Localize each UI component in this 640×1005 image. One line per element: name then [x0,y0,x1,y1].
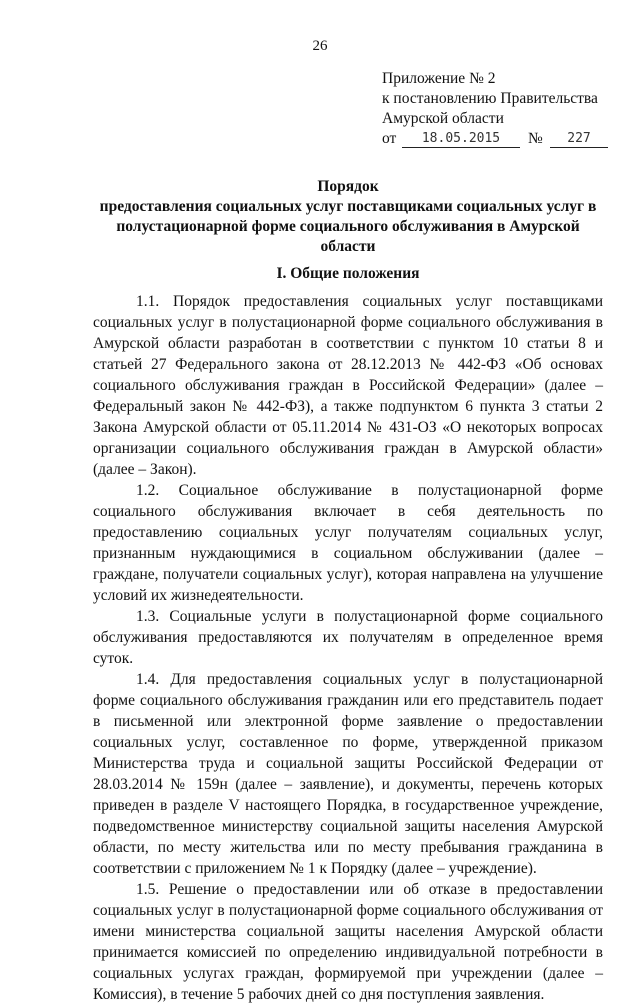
paragraph-1-4: 1.4. Для предоставления социальных услуг в полустационарной форме социального обслуживания гражданин или его представитель подает в письменной или электронной форме заявление о предоставлении социальных услуг, составленное по форме, утвержденной приказом Министерства труда и социальной защиты Российской Федерации от 28.03.2014 № 159н (далее – заявление), и документы, перечень которых приведен в разделе V настоящего Порядка, в государственное учреждение, подведомственное министерству социальной защиты населения Амурской области, по месту жительства или по месту пребывания гражданина в соответствии с приложением № 1 к Порядку (далее – учреждение). [93,671,603,877]
resolution-date: 18.05.2015 [402,129,520,148]
resolution-number: 227 [550,129,608,148]
title-line-2: предоставления социальных услуг поставщиками социальных услуг в [99,198,597,215]
appendix-header [382,69,622,149]
title-line-1: Порядок [317,178,379,195]
paragraph-1-5: 1.5. Решение о предоставлении или об отказе в предоставлении социальных услуг в полустационарной форме социального обслуживания от имени министерства социальной защиты населения Амурской области принимается комиссией по определению индивидуальной потребности в социальных услугах граждан, формируемой при учреждении (далее – Комиссия), в течение 5 рабочих дней со дня поступления заявления. [93,881,603,1003]
appendix-date-number-line [382,129,622,149]
title-line-3: полустационарной форме социального обслуживания в Амурской [116,218,580,235]
number-label: № [528,130,543,147]
document-title [96,177,600,257]
appendix-resolution-ref: к постановлению Правительства [382,90,598,107]
paragraph-1-2: 1.2. Социальное обслуживание в полустационарной форме социального обслуживания включает в себя деятельность по предоставлению социальных услуг получателям социальных услуг, признанным нуждающимися в социальном обслуживании (далее – граждане, получатели социальных услуг), которая направлена на улучшение условий их жизнедеятельности. [93,482,603,604]
title-line-4: области [320,238,376,255]
paragraph-1-1: 1.1. Порядок предоставления социальных услуг поставщиками социальных услуг в полустационарной форме социального обслуживания в Амурской области разработан в соответствии с пунктом 10 статьи 8 и статьей 27 Федерального закона от 28.12.2013 № 442-ФЗ «Об основах социального обслуживания граждан в Российской Федерации» (далее – Федеральный закон № 442-ФЗ), а также подпунктом 6 пункта 3 статьи 2 Закона Амурской области от 05.11.2014 № 431-ОЗ «О некоторых вопросах организации социального обслуживания граждан в Амурской области» (далее – Закон). [93,293,603,478]
document-body [93,291,603,1005]
appendix-title: Приложение № 2 [382,70,496,87]
paragraph-1-3: 1.3. Социальные услуги в полустационарной форме социального обслуживания предоставляются их получателям в определенное время суток. [93,608,603,667]
page-number: 26 [312,38,328,54]
section-heading: I. Общие положения [276,265,420,282]
from-label: от [382,130,397,147]
appendix-region: Амурской области [382,110,504,127]
